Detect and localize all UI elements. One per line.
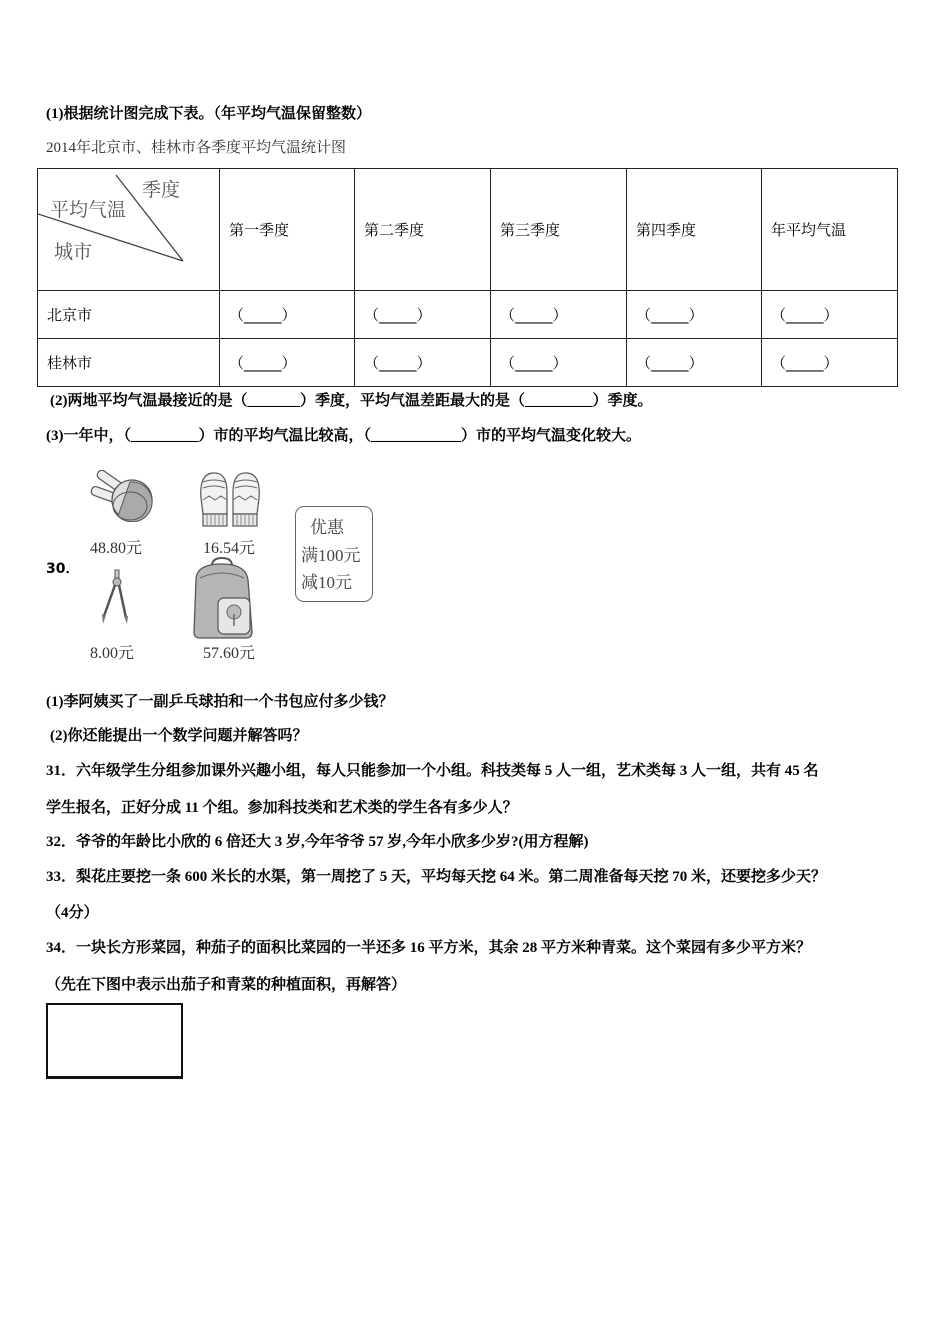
- table-row-guilin: [38, 339, 898, 387]
- corner-label-avg-temp: 平均气温: [50, 199, 127, 221]
- q33-line1: 33．梨花庄要挖一条 600 米长的水渠，第一周挖了 5 天，平均每天挖 64 米。第二周准备每天挖 70 米，还要挖多少天？: [46, 869, 827, 885]
- promo-title: 优惠: [310, 518, 344, 537]
- answer-blank[interactable]: （_____）: [220, 339, 355, 387]
- garden-rectangle-drawing-area[interactable]: [46, 1003, 183, 1079]
- price-compass: 8.00元: [90, 645, 135, 662]
- header-q3: 第三季度: [491, 169, 627, 291]
- table-header-row: [38, 169, 898, 291]
- answer-blank[interactable]: （_____）: [762, 339, 898, 387]
- diagonal-lines: [38, 169, 220, 291]
- promo-line2: 减10元: [301, 573, 352, 592]
- q30-sub2: (2)你还能提出一个数学问题并解答吗？: [50, 728, 308, 744]
- answer-blank[interactable]: （_____）: [491, 339, 627, 387]
- q31-line2: 学生报名，正好分成 11 个组。参加科技类和艺术类的学生各有多少人？: [46, 800, 518, 816]
- q30-number: 30．: [46, 561, 80, 577]
- ping-pong-paddle-icon: [90, 470, 158, 522]
- answer-blank[interactable]: （_____）: [355, 291, 491, 339]
- compass-icon: [98, 568, 134, 626]
- table-row-beijing: [38, 291, 898, 339]
- header-annual-avg: 年平均气温: [762, 169, 898, 291]
- price-mittens: 16.54元: [203, 540, 256, 557]
- temperature-table: [37, 168, 898, 387]
- q33-line2: （4分）: [46, 905, 99, 921]
- q34-line1: 34．一块长方形菜园，种茄子的面积比菜园的一半还多 16 平方米，其余 28 平方米种青菜。这个菜园有多少平方米？: [46, 940, 812, 956]
- q32-text: 32．爷爷的年龄比小欣的 6 倍还大 3 岁,今年爷爷 57 岁,今年小欣多少岁?(用方程解): [46, 834, 589, 850]
- q31-line1: 31．六年级学生分组参加课外兴趣小组，每人只能参加一个小组。科技类每 5 人一组，艺术类每 3 人一组，共有 45 名: [46, 763, 819, 779]
- city-guilin: 桂林市: [38, 339, 220, 387]
- mittens-icon: [197, 470, 263, 530]
- header-q2: 第二季度: [355, 169, 491, 291]
- answer-blank[interactable]: （_____）: [355, 339, 491, 387]
- corner-label-city: 城市: [54, 241, 93, 263]
- table-caption: 2014年北京市、桂林市各季度平均气温统计图: [46, 140, 347, 156]
- part2-question: (2)两地平均气温最接近的是（_______）季度，平均气温差距最大的是（_________）季度。: [50, 393, 653, 409]
- part3-question: (3)一年中，（_________）市的平均气温比较高，（____________）市的平均气温变化较大。: [46, 428, 641, 444]
- answer-blank[interactable]: （_____）: [491, 291, 627, 339]
- header-q1: 第一季度: [220, 169, 355, 291]
- part1-instruction: (1)根据统计图完成下表。（年平均气温保留整数）: [46, 106, 371, 122]
- price-backpack: 57.60元: [203, 645, 256, 662]
- backpack-icon: [190, 556, 256, 640]
- answer-blank[interactable]: （_____）: [762, 291, 898, 339]
- corner-label-season: 季度: [142, 179, 181, 201]
- city-beijing: 北京市: [38, 291, 220, 339]
- q34-line2: （先在下图中表示出茄子和青菜的种植面积，再解答）: [46, 977, 407, 993]
- promotion-box: [295, 506, 373, 602]
- answer-blank[interactable]: （_____）: [627, 291, 762, 339]
- header-q4: 第四季度: [627, 169, 762, 291]
- promo-line1: 满100元: [301, 546, 361, 565]
- diagonal-header-cell: [38, 169, 220, 291]
- answer-blank[interactable]: （_____）: [220, 291, 355, 339]
- price-paddle: 48.80元: [90, 540, 143, 557]
- q30-sub1: (1)李阿姨买了一副乒乓球拍和一个书包应付多少钱？: [46, 694, 394, 710]
- answer-blank[interactable]: （_____）: [627, 339, 762, 387]
